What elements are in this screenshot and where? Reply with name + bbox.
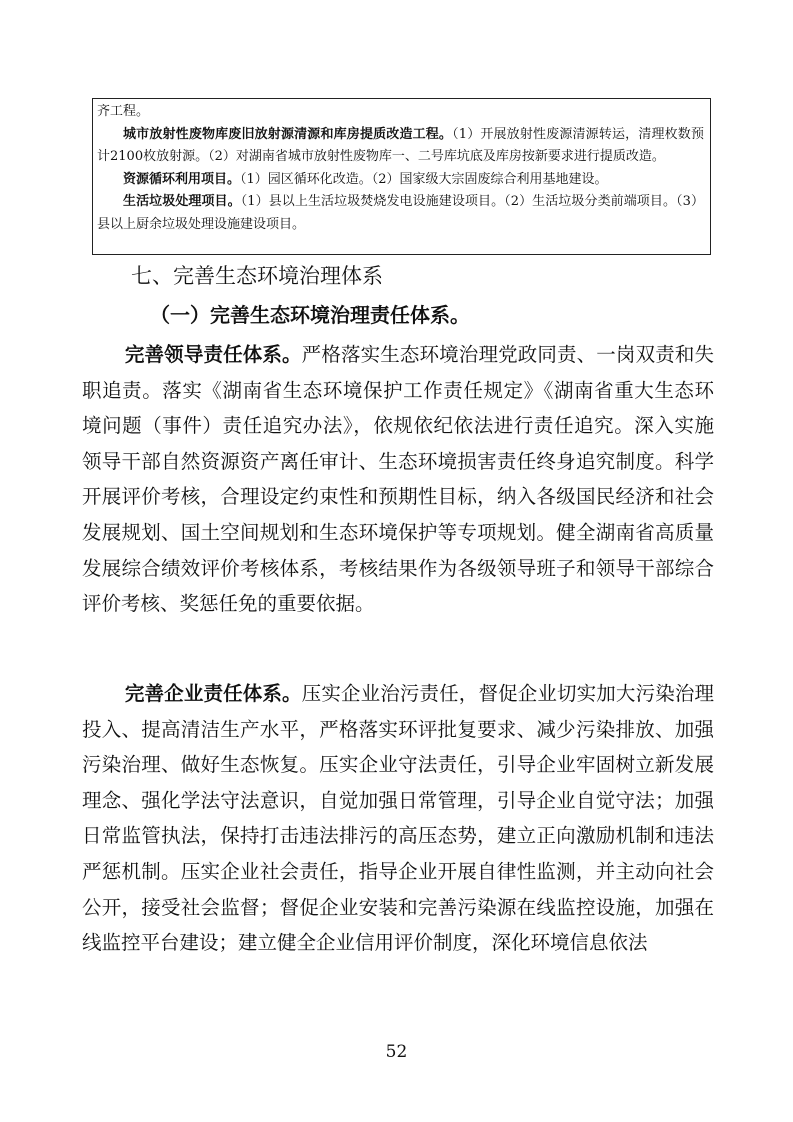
- paragraph-lead: 完善企业责任体系。: [124, 682, 302, 705]
- box-item-text: （1）县以上生活垃圾焚烧发电设施建设项目。（2）生活垃圾分类前端项目。（3）县以上厨余垃圾处理设施建设项目。: [97, 194, 704, 232]
- box-item-text: （1）园区循环化改造。（2）国家级大宗固废综合利用基地建设。: [240, 171, 608, 187]
- box-item-resource-recycling: [97, 169, 704, 192]
- paragraph-text: 压实企业治污责任，督促企业切实加大污染治理投入、提高清洁生产水平，严格落实环评批复要求、减少污染排放、加强污染治理、做好生态恢复。压实企业守法责任，引导企业牢固树立新发展理念、强化学法守法意识，自觉加强日常管理，引导企业自觉守法；加强日常监管执法，保持打击违法排污的高压态势，建立正向激励机制和违法严惩机制。压实企业社会责任，指导企业开展自律性监测，并主动向社会公开，接受社会监督；督促企业安装和完善污染源在线监控设施，加强在线监控平台建设；建立健全企业信用评价制度，深化环境信息依法: [82, 682, 714, 955]
- box-item-title: 生活垃圾处理项目。: [123, 194, 241, 209]
- paragraph-enterprise-responsibility: [82, 676, 714, 961]
- section-heading: 七、完善生态环境治理体系: [131, 264, 383, 288]
- box-line-continuation: 齐工程。: [97, 104, 150, 119]
- paragraph-leadership-responsibility: [82, 337, 714, 622]
- subsection-heading: （一）完善生态环境治理责任体系。: [150, 303, 470, 327]
- paragraph-lead: 完善领导责任体系。: [124, 343, 302, 366]
- page-number: 52: [385, 1042, 408, 1062]
- box-item-text: （1）开展放射性废源清源转运，清理枚数预计2100枚放射源。（2）对湖南省城市放射性废物库一、二号库坑底及库房按新要求进行提质改造。: [97, 126, 704, 164]
- box-item-title: 资源循环利用项目。: [123, 171, 241, 187]
- box-item-title: 城市放射性废物库废旧放射源清源和库房提质改造工程。: [123, 126, 453, 142]
- box-item-radioactive-waste: [97, 124, 704, 169]
- project-box: [92, 98, 711, 255]
- paragraph-text: 严格落实生态环境治理党政同责、一岗双责和失职追责。落实《湖南省生态环境保护工作责任规定》《湖南省重大生态环境问题（事件）责任追究办法》，依规依纪依法进行责任追究。深入实施领导干部自然资源资产离任审计、生态环境损害责任终身追究制度。科学开展评价考核，合理设定约束性和预期性目标，纳入各级国民经济和社会发展规划、国土空间规划和生态环境保护等专项规划。健全湖南省高质量发展综合绩效评价考核体系，考核结果作为各级领导班子和领导干部综合评价考核、奖惩任免的重要依据。: [82, 343, 714, 616]
- box-item-garbage-treatment: [97, 191, 704, 236]
